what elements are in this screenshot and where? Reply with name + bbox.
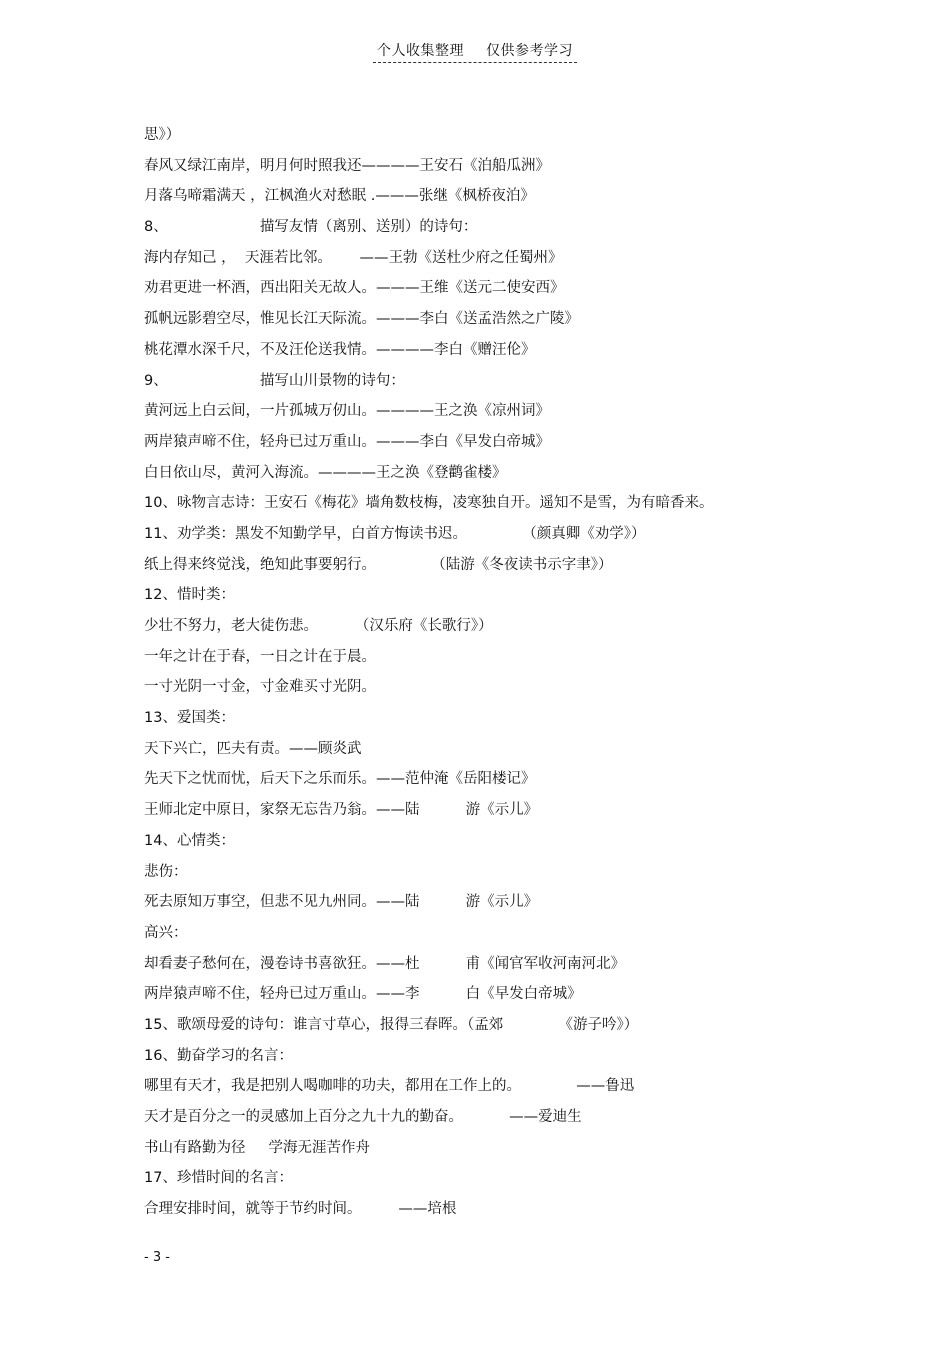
text-line: 海内存知己 ， 天涯若比邻。 ——王勃《送杜少府之任蜀州》 <box>144 249 563 266</box>
text-line: 16、勤奋学习的名言： <box>144 1047 293 1064</box>
text-line: 一年之计在于春，一日之计在于晨。 <box>144 648 376 665</box>
text-line: 思》） <box>144 127 181 143</box>
text-line: 8、 描写友情（离别、送别）的诗句： <box>144 219 478 236</box>
text-line: 天才是百分之一的灵感加上百分之九十九的勤奋。 ——爱迪生 <box>144 1109 582 1125</box>
text-line: 孤帆远影碧空尽，惟见长江天际流。———李白《送孟浩然之广陵》 <box>144 311 579 328</box>
page-number: - 3 - <box>144 1250 170 1265</box>
text-line: 却看妻子愁何在，漫卷诗书喜欲狂。——杜 甫《闻官军收河南河北》 <box>144 955 626 972</box>
text-line: 白日依山尽，黄河入海流。————王之涣《登鹳雀楼》 <box>144 464 507 481</box>
text-line: 10、咏物言志诗：王安石《梅花》墙角数枝梅，凌寒独自开。遥知不是雪，为有暗香来。 <box>144 495 714 512</box>
text-line: 先天下之忧而忧，后天下之乐而乐。——范仲淹《岳阳楼记》 <box>144 771 536 788</box>
header-left-text: 个人收集整理 <box>377 43 464 59</box>
text-line: 17、珍惜时间的名言： <box>144 1170 293 1187</box>
text-line: 12、惜时类： <box>144 587 235 604</box>
text-line: 两岸猿声啼不住，轻舟已过万重山。——李 白《早发白帝城》 <box>144 986 582 1003</box>
text-line: 书山有路勤为径 学海无涯苦作舟 <box>144 1139 371 1156</box>
text-line: 9、 描写山川景物的诗句： <box>144 372 405 389</box>
text-line: 两岸猿声啼不住，轻舟已过万重山。———李白《早发白帝城》 <box>144 433 550 450</box>
header-right-text: 仅供参考学习 <box>486 43 573 59</box>
text-line: 王师北定中原日，家祭无忘告乃翁。——陆 游《示儿》 <box>144 802 539 819</box>
text-line: 15、歌颂母爱的诗句：谁言寸草心，报得三春晖。（孟郊 《游子吟》） <box>144 1016 639 1033</box>
text-line: 纸上得来终觉浅，绝知此事要躬行。 （陆游《冬夜读书示字聿》） <box>144 556 613 573</box>
text-line: 少壮不努力，老大徒伤悲。 （汉乐府《长歌行》） <box>144 618 493 634</box>
text-line: 死去原知万事空，但悲不见九州同。——陆 游《示儿》 <box>144 894 539 911</box>
text-line: 合理安排时间，就等于节约时间。 ——培根 <box>144 1201 457 1218</box>
text-line: 悲伤： <box>144 863 188 880</box>
text-line: 月落乌啼霜满天 ，江枫渔火对愁眠 .———张继《枫桥夜泊》 <box>144 188 535 205</box>
text-line: 13、爱国类： <box>144 710 235 727</box>
text-line: 劝君更进一杯酒，西出阳关无故人。———王维《送元二使安西》 <box>144 280 565 297</box>
text-line: 哪里有天才，我是把别人喝咖啡的功夫，都用在工作上的。 ——鲁迅 <box>144 1078 635 1095</box>
text-line: 11、劝学类：黑发不知勤学早，白首方悔读书迟。 （颜真卿《劝学》） <box>144 525 646 542</box>
text-line: 14、心情类： <box>144 832 235 849</box>
text-line: 黄河远上白云间，一片孤城万仞山。————王之涣《凉州词》 <box>144 403 550 420</box>
text-line: 高兴： <box>144 924 188 941</box>
text-line: 春风又绿江南岸，明月何时照我还————王安石《泊船瓜洲》 <box>144 157 550 174</box>
text-line: 天下兴亡，匹夫有责。——顾炎武 <box>144 740 362 757</box>
page-header <box>0 40 950 63</box>
document-body <box>144 124 904 1229</box>
text-line: 桃花潭水深千尺，不及汪伦送我情。————李白《赠汪伦》 <box>144 341 536 358</box>
page-header-line <box>373 40 577 63</box>
text-line: 一寸光阴一寸金，寸金难买寸光阴。 <box>144 679 376 696</box>
